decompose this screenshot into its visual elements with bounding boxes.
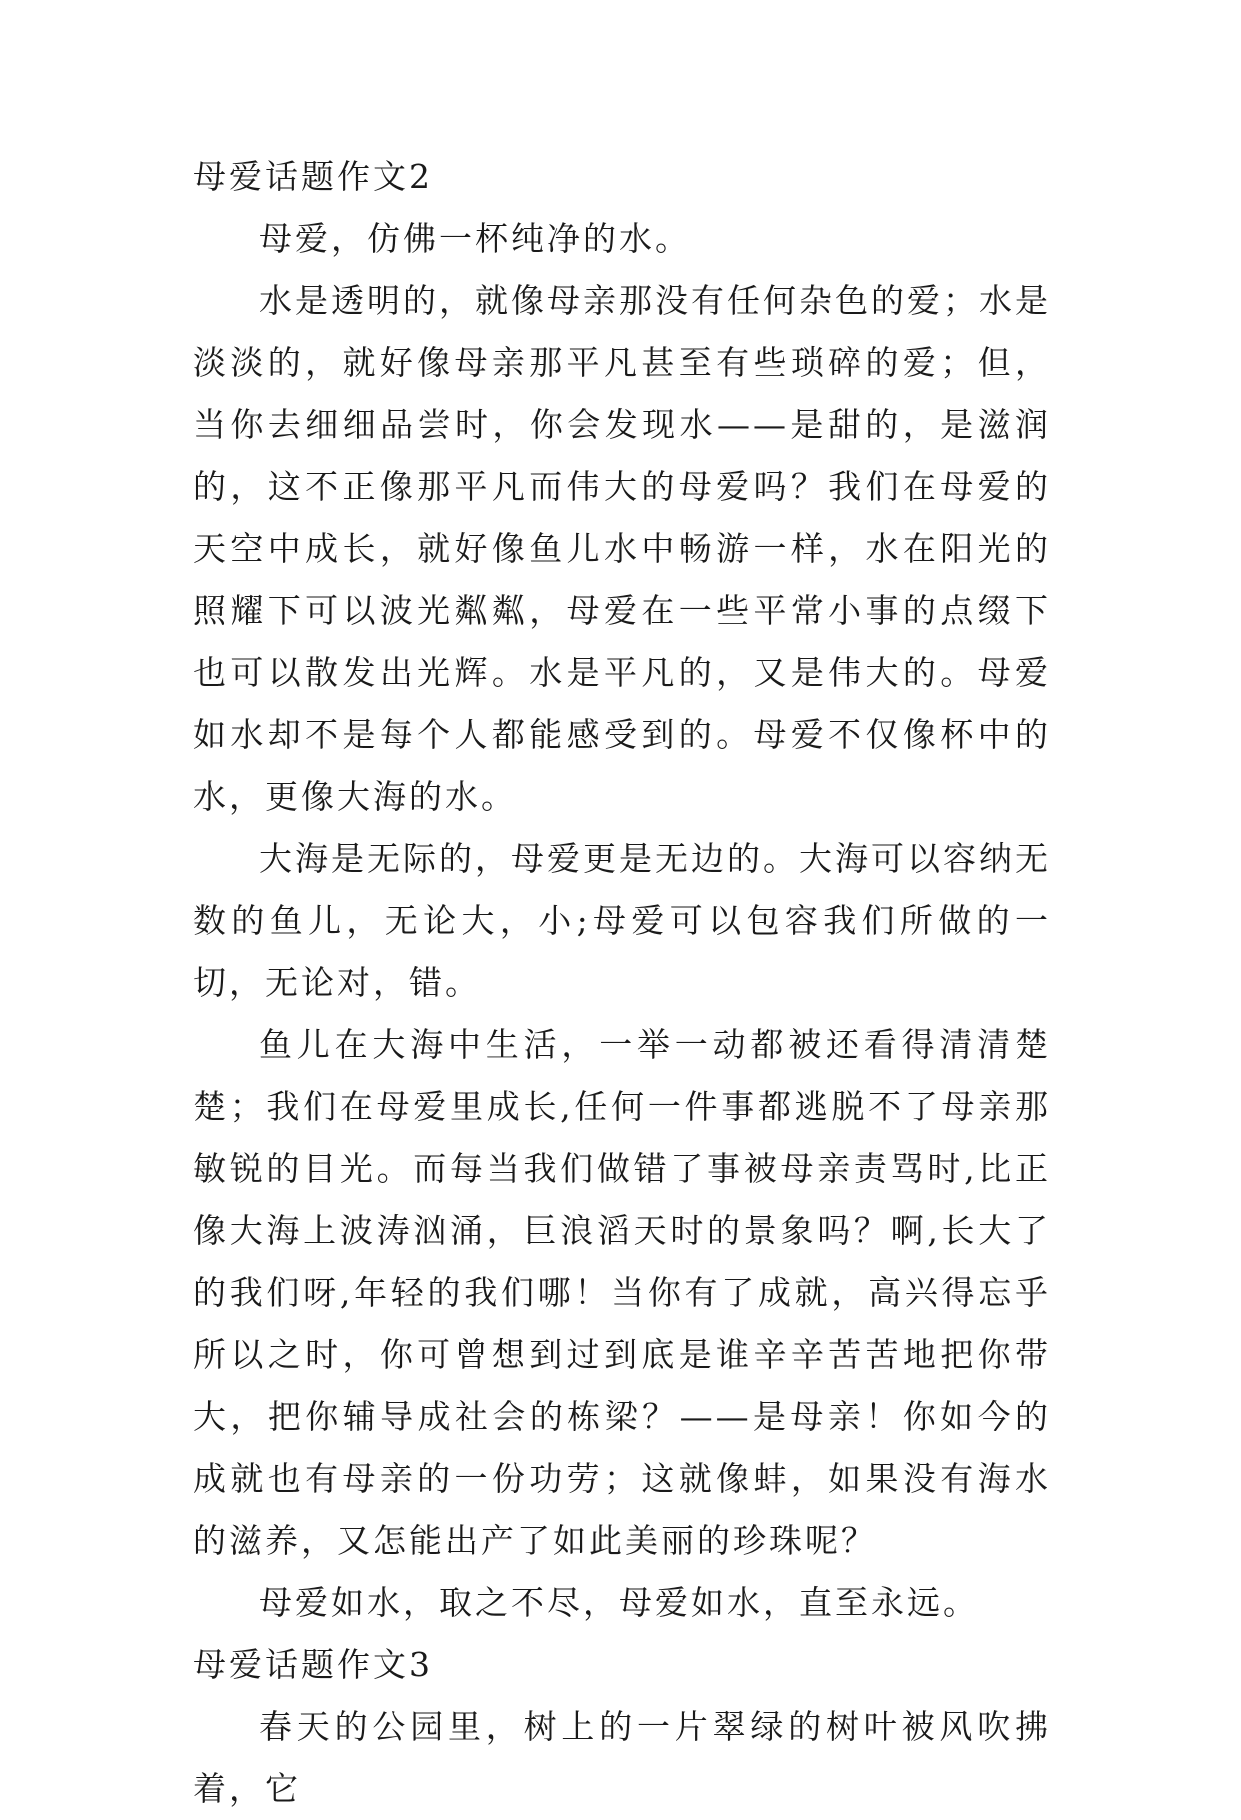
paragraph: 鱼儿在大海中生活，一举一动都被还看得清清楚楚；我们在母爱里成长,任何一件事都逃脱不了母亲那敏锐的目光。而每当我们做错了事被母亲责骂时,比正像大海上波涛汹涌，巨浪滔天时的景象吗？啊,长大了的我们呀,年轻的我们哪！当你有了成就，高兴得忘乎所以之时，你可曾想到过到底是谁辛辛苦苦地把你带大，把你辅导成社会的栋梁？——是母亲！你如今的成就也有母亲的一份功劳；这就像蚌，如果没有海水的滋养，又怎能出产了如此美丽的珍珠呢？ [193,1025,1051,1560]
paragraph: 大海是无际的，母爱更是无边的。大海可以容纳无数的鱼儿，无论大，小;母爱可以包容我们所做的一切，无论对，错。 [193,839,1051,1002]
essay-title-3: 母爱话题作文3 [193,1645,433,1684]
essay-body [193,146,1051,1820]
essay-title-2: 母爱话题作文2 [193,157,433,196]
paragraph: 母爱，仿佛一杯纯净的水。 [259,219,691,258]
paragraph: 春天的公园里，树上的一片翠绿的树叶被风吹拂着，它 [193,1707,1051,1808]
paragraph: 水是透明的，就像母亲那没有任何杂色的爱；水是淡淡的，就好像母亲那平凡甚至有些琐碎的爱；但，当你去细细品尝时，你会发现水——是甜的，是滋润的，这不正像那平凡而伟大的母爱吗？我们在母爱的天空中成长，就好像鱼儿水中畅游一样，水在阳光的照耀下可以波光粼粼，母爱在一些平常小事的点缀下也可以散发出光辉。水是平凡的，又是伟大的。母爱如水却不是每个人都能感受到的。母爱不仅像杯中的水，更像大海的水。 [193,281,1051,816]
paragraph: 母爱如水，取之不尽，母爱如水，直至永远。 [259,1583,979,1622]
